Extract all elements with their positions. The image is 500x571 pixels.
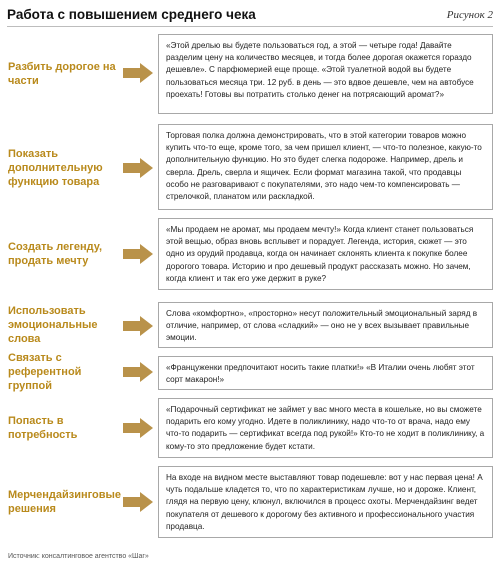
technique-example: Торговая полка должна демонстрировать, что в этой категории товаров можно купить что-то еще, кроме того, за чем пришел клиент, — что-то полезное, какую-то дополнительную функцию. Но это будет слегка подороже. Например, дрель и сверла. Дрель, сверла и ящичек. Если формат магазина такой, что продавцы особо не разговаривают с покупателями, это надо чем-то компенсировать — стрелочкой, планатом или раскладкой. bbox=[158, 124, 493, 210]
source-note: Источник: консалтинговое агентство «Шаг» bbox=[8, 553, 149, 560]
technique-example: «Подарочный сертификат не займет у вас много места в кошельке, но вы сможете подарить его кому угодно. Идете в поликлинику, надо что-то от врача, надо ему что-то подарить — сертификат всегда под рукой!» Кто-то не ходит в поликлинику, а кому-то это предложение будет кстати. bbox=[158, 398, 493, 458]
arrow-right-icon bbox=[123, 158, 153, 178]
arrow-right-icon bbox=[123, 244, 153, 264]
header-divider bbox=[7, 26, 493, 27]
arrow-right-icon bbox=[123, 316, 153, 336]
page-title: Работа с повышением среднего чека bbox=[7, 7, 256, 22]
technique-label: Использовать эмоциональные слова bbox=[8, 305, 98, 345]
technique-label: Связать с референтной группой bbox=[8, 352, 82, 392]
technique-label: Попасть в потребность bbox=[8, 415, 78, 441]
technique-label: Разбить дорогое на части bbox=[8, 61, 116, 87]
technique-example: «Мы продаем не аромат, мы продаем мечту!» Когда клиент станет пользоваться этой вещью, образ вновь всплывет и порадует. Легенда, история, сюжет — это одно из орудий продавца, когда он начинает склонять клиента к покупке более дорогого товара. Историю и про дешевый продукт рассказать можно. Но зачем, когда клиент и так его уже держит в руке? bbox=[158, 218, 493, 290]
header bbox=[7, 5, 493, 27]
technique-example: На входе на видном месте выставляют товар подешевле: вот у нас первая цена! А чуть подальше кладется то, что по характеристикам лучше, но и дороже. Клиент, глядя на первую цену, клюнул, включился в процесс охоты. Мерчендайзинг ведет покупателя от дешевого к дорогому без активного и профессионального участия продавца. bbox=[158, 466, 493, 538]
technique-example: «Француженки предпочитают носить такие платки!» «В Италии очень любят этот сорт макарон!» bbox=[158, 356, 493, 390]
arrow-right-icon bbox=[123, 492, 153, 512]
technique-label: Мерчендайзинговые решения bbox=[8, 489, 122, 515]
arrow-right-icon bbox=[123, 63, 153, 83]
arrow-right-icon bbox=[123, 362, 153, 382]
technique-example: «Этой дрелью вы будете пользоваться год, а этой — четыре года! Давайте разделим цену на количество месяцев, и тогда более дорогая окажется гораздо дешевле». С парфюмерией еще проще. «Этой туалетной водой вы будете пользоваться месяца три. 12 руб. в день — это вдвое дешевле, чем на автобусе проехать! Готовы вы потратить столько денег на потрясающий аромат?» bbox=[158, 34, 493, 114]
technique-label: Создать легенду, продать мечту bbox=[8, 241, 103, 267]
figure-label: Рисунок 2 bbox=[446, 9, 493, 21]
technique-example: Слова «комфортно», «просторно» несут положительный эмоциональный заряд в отличие, например, от слова «сладкий» — оно не у всех вызывает правильные эмоции. bbox=[158, 302, 493, 348]
technique-label: Показать дополнительную функцию товара bbox=[8, 148, 103, 188]
arrow-right-icon bbox=[123, 418, 153, 438]
